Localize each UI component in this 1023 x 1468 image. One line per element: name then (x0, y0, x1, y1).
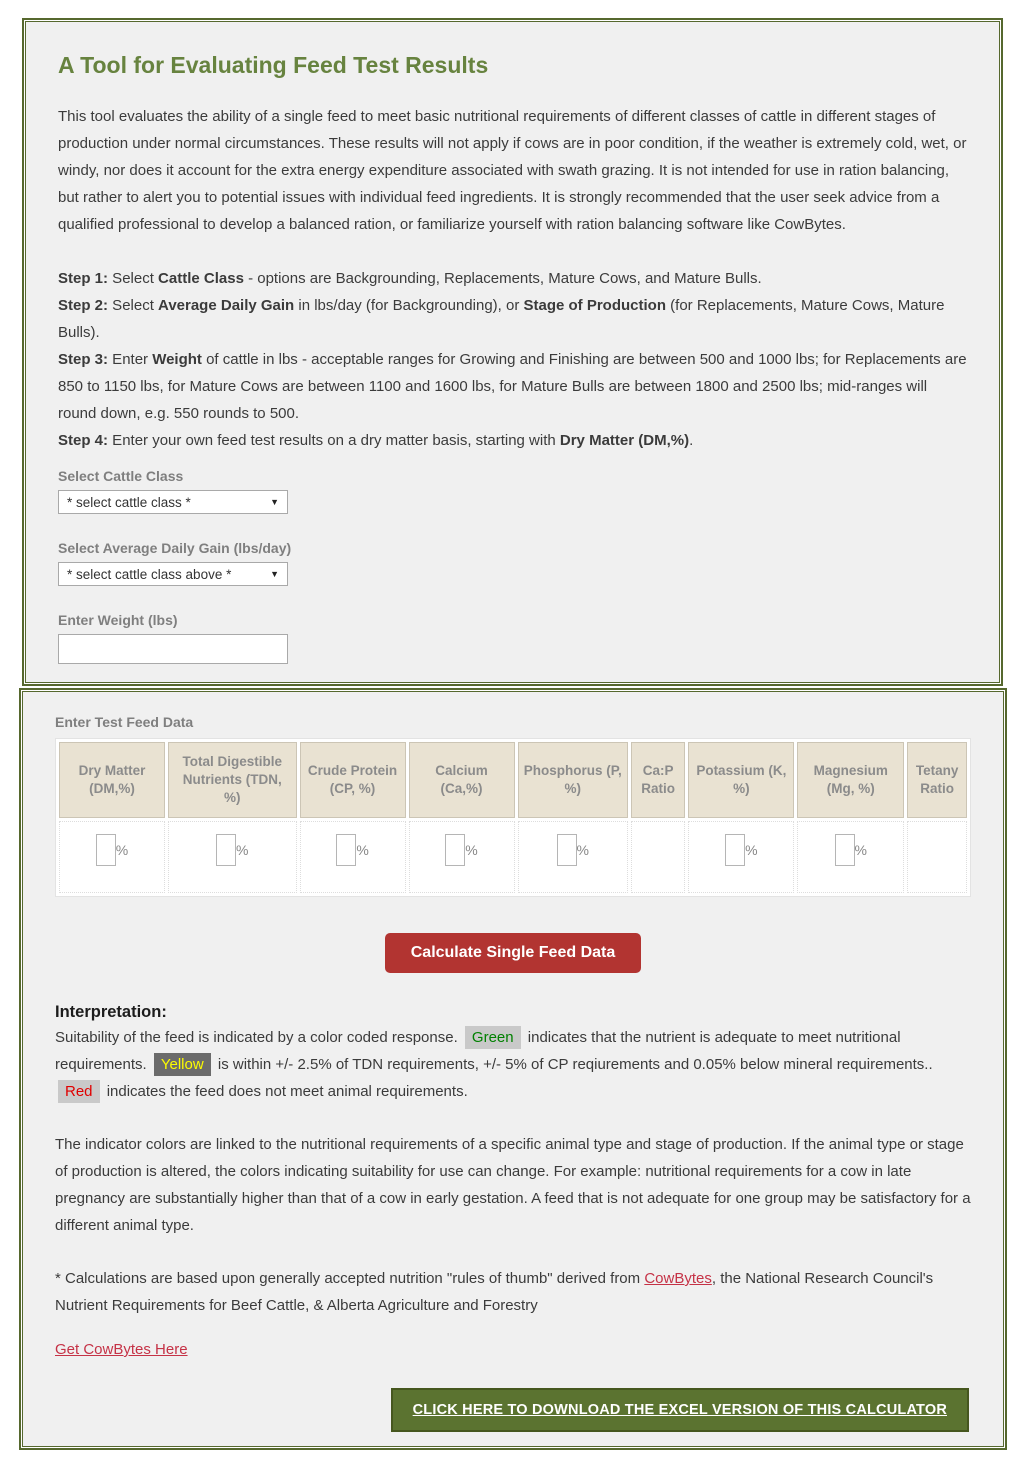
feed-table-input-row (59, 821, 967, 893)
dry-matter-input[interactable] (96, 834, 116, 866)
crude-protein-input[interactable] (336, 834, 356, 866)
green-status-badge: Green (465, 1026, 521, 1049)
yellow-status-badge: Yellow (154, 1053, 211, 1076)
feed-table-header-row (59, 742, 967, 818)
interpretation-paragraph (55, 1024, 971, 1105)
text-segment: Enter your own feed test results on a dry matter basis, starting with (108, 432, 560, 449)
tetany-ratio-cell (907, 821, 967, 893)
average-daily-gain-label: Select Average Daily Gain (lbs/day) (58, 540, 292, 556)
text-segment: Step 3: (58, 351, 109, 368)
calculations-note (55, 1265, 971, 1319)
text-segment: Step 2: (58, 297, 109, 314)
step-4 (58, 427, 967, 454)
red-status-badge: Red (58, 1080, 100, 1103)
average-daily-gain-selected-value: * select cattle class above * (67, 566, 232, 582)
tdn-input[interactable] (216, 834, 236, 866)
chevron-down-icon: ▼ (270, 569, 279, 579)
steps-block (58, 265, 967, 454)
step-2 (58, 292, 967, 346)
text-segment: Dry Matter (DM,%) (559, 432, 690, 449)
step-1 (58, 265, 967, 292)
dry-matter-cell (59, 821, 165, 893)
text-segment: in lbs/day (for Backgrounding), or (294, 297, 524, 314)
text-segment: Average Daily Gain (158, 297, 295, 314)
phosphorus-header: Phosphorus (P, %) (518, 742, 629, 818)
text-segment: (for Replacements, Mature Cows, Mature Bulls). (58, 297, 945, 341)
cap-ratio-cell (631, 821, 685, 893)
text-segment: - options are Backgrounding, Replacements, Mature Cows, and Mature Bulls. (243, 270, 762, 287)
calcium-input[interactable] (445, 834, 465, 866)
percent-sign: % (115, 842, 129, 858)
bottom-panel-content (22, 691, 1004, 1447)
magnesium-header: Magnesium (Mg, %) (797, 742, 904, 818)
crude-protein-cell (300, 821, 406, 893)
feed-data-table (55, 738, 971, 897)
text-segment: Stage of Production (523, 297, 666, 314)
cattle-class-label: Select Cattle Class (58, 468, 184, 484)
cap-ratio-header: Ca:P Ratio (631, 742, 685, 818)
calculate-button-row (55, 933, 971, 973)
calcium-cell (409, 821, 515, 893)
chevron-down-icon: ▼ (270, 497, 279, 507)
text-segment: of cattle in lbs - acceptable ranges for Growing and Finishing are between 500 and 1000 lbs; for Replacements are 850 to 1150 lbs, for Mature Cows are between 1100 and 1600 lbs, for Mature Bulls are between 1800 and 2500 lbs; mid-ranges will round down, e.g. 550 rounds to 500. (58, 351, 967, 422)
indicator-colors-paragraph: The indicator colors are linked to the nutritional requirements of a specific animal type and stage of production. If the animal type or stage of production is altered, the colors indicating suitability for use can change. For example: nutritional requirements for a cow in late pregnancy are substantially higher than that of a cow in early gestation. A feed that is not adequate for one group may be satisfactory for a different animal type. (55, 1136, 971, 1234)
calculate-button[interactable]: Calculate Single Feed Data (385, 933, 642, 973)
weight-field-wrap (58, 634, 967, 664)
cattle-class-select[interactable] (58, 490, 288, 514)
text-segment: Suitability of the feed is indicated by a color coded response. (55, 1029, 462, 1046)
text-segment: is within +/- 2.5% of TDN requirements, +/- 5% of CP reqiurements and 0.05% below mineral requirements.. (213, 1056, 933, 1073)
tdn-cell (168, 821, 297, 893)
page-title: A Tool for Evaluating Feed Test Results (58, 52, 489, 78)
text-segment: Weight (152, 351, 202, 368)
bottom-panel (19, 688, 1007, 1450)
top-panel (22, 18, 1003, 686)
percent-sign: % (745, 842, 758, 858)
potassium-cell (688, 821, 794, 893)
percent-sign: % (465, 842, 478, 858)
magnesium-cell (797, 821, 904, 893)
percent-sign: % (576, 842, 589, 858)
text-segment: Select (108, 297, 159, 314)
top-panel-content (25, 21, 1000, 683)
text-segment: Step 4: (58, 432, 109, 449)
download-button-row (55, 1388, 969, 1432)
step-3 (58, 346, 967, 427)
text-segment: * Calculations are based upon generally accepted nutrition "rules of thumb" derived from (55, 1270, 645, 1287)
text-segment: , the National Research Council's Nutrient Requirements for Beef Cattle, & Alberta Agriculture and Forestry (55, 1270, 934, 1314)
phosphorus-input[interactable] (557, 834, 577, 866)
weight-input[interactable] (58, 634, 288, 664)
download-excel-button[interactable]: CLICK HERE TO DOWNLOAD THE EXCEL VERSION OF THIS CALCULATOR (391, 1388, 969, 1432)
text-segment: indicates the feed does not meet animal requirements. (102, 1083, 468, 1100)
percent-sign: % (854, 842, 867, 858)
text-segment: Select (108, 270, 159, 287)
tdn-header: Total Digestible Nutrients (TDN, %) (168, 742, 297, 818)
get-cowbytes-link[interactable]: Get CowBytes Here (55, 1341, 188, 1358)
weight-label: Enter Weight (lbs) (58, 612, 178, 628)
cattle-class-selected-value: * select cattle class * (67, 494, 191, 510)
cowbytes-link[interactable]: CowBytes (644, 1270, 712, 1287)
text-segment: indicates that the nutrient is adequate to meet nutritional requirements. (55, 1029, 901, 1073)
crude-protein-header: Crude Protein (CP, %) (300, 742, 406, 818)
text-segment: Enter (108, 351, 153, 368)
intro-paragraph: This tool evaluates the ability of a single feed to meet basic nutritional requirements of different classes of cattle in different stages of production under normal circumstances. These results will not apply if cows are in poor condition, if the weather is extremely cold, wet, or windy, nor does it account for the extra energy expenditure associated with swath grazing. It is not intended for use in ration balancing, but rather to alert you to potential issues with individual feed ingredients. It is strongly recommended that the user seek advice from a qualified professional to develop a balanced ration, or familiarize yourself with ration balancing software like CowBytes. (58, 108, 967, 233)
potassium-input[interactable] (725, 834, 745, 866)
interpretation-heading: Interpretation: (55, 1003, 167, 1021)
percent-sign: % (356, 842, 369, 858)
dry-matter-header: Dry Matter (DM,%) (59, 742, 165, 818)
average-daily-gain-select[interactable] (58, 562, 288, 586)
text-segment: Cattle Class (158, 270, 244, 287)
calcium-header: Calcium (Ca,%) (409, 742, 515, 818)
text-segment: Step 1: (58, 270, 109, 287)
magnesium-input[interactable] (835, 834, 855, 866)
text-segment: . (689, 432, 694, 449)
phosphorus-cell (518, 821, 629, 893)
potassium-header: Potassium (K, %) (688, 742, 794, 818)
percent-sign: % (236, 842, 249, 858)
tetany-ratio-header: Tetany Ratio (907, 742, 967, 818)
feed-table-label: Enter Test Feed Data (55, 714, 194, 730)
get-cowbytes-row (55, 1341, 971, 1358)
